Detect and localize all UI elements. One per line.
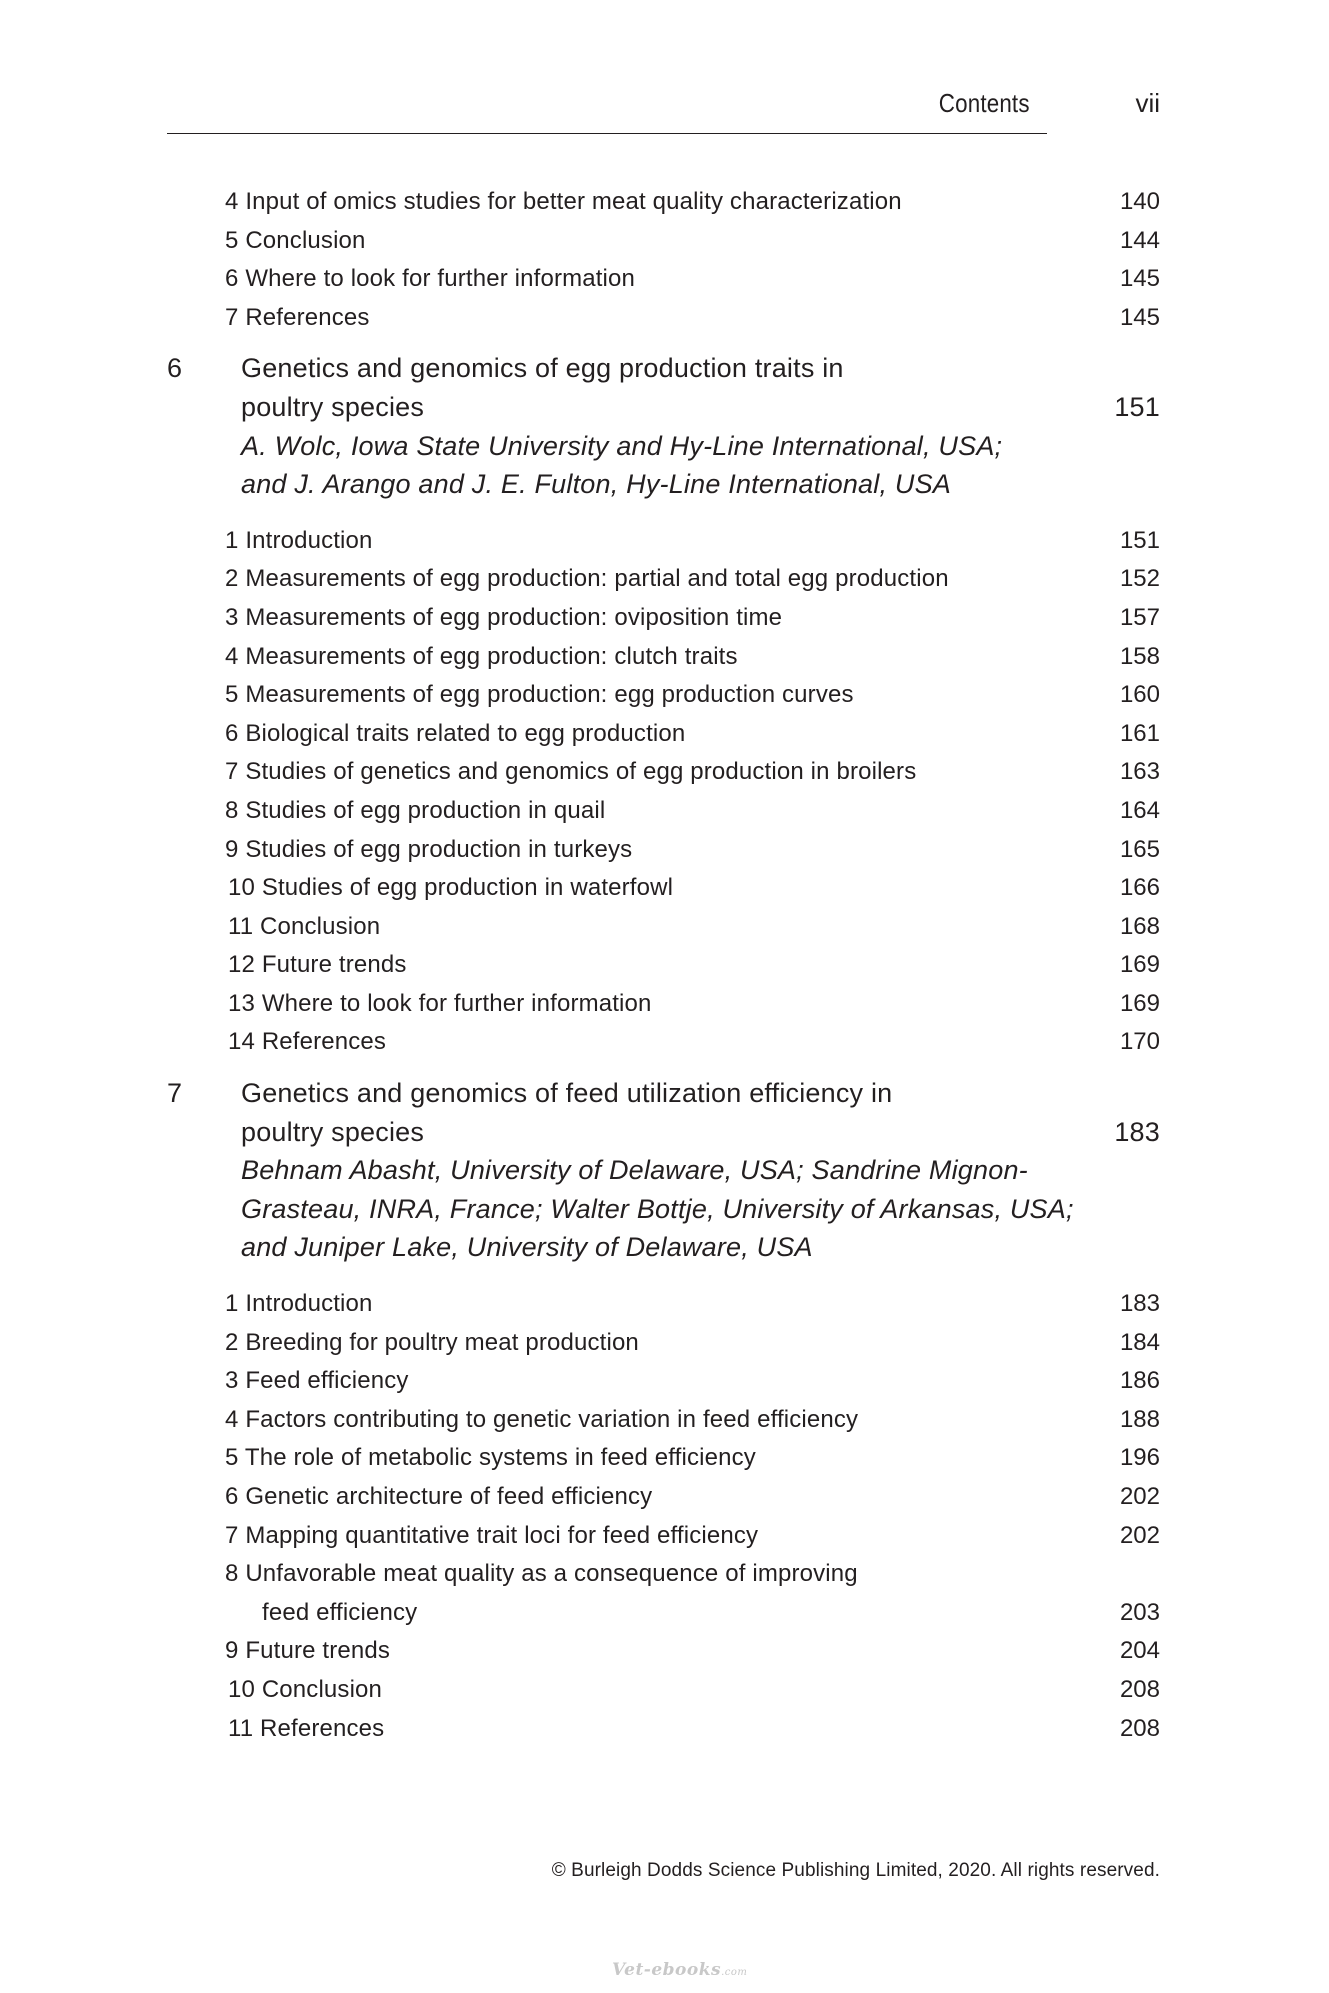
watermark-suffix: .com <box>721 1967 748 1978</box>
toc-entry-page: 152 <box>1119 565 1160 593</box>
chapter-title-line-1: Genetics and genomics of feed utilization efficiency in <box>241 1078 893 1109</box>
toc-entry <box>167 1517 1160 1556</box>
toc-entry-page: 163 <box>1119 758 1160 786</box>
toc-entry-page: 204 <box>1119 1637 1160 1665</box>
toc-entry-title: 4 Factors contributing to genetic variation in feed efficiency <box>225 1405 859 1433</box>
toc-entry <box>167 1478 1160 1517</box>
watermark-logo <box>612 1960 747 1980</box>
toc-entry <box>167 522 1160 561</box>
toc-entry-page: 151 <box>1119 526 1160 554</box>
toc-entry-title: 11 Conclusion <box>228 912 381 940</box>
chapter-number: 6 <box>167 353 183 384</box>
toc-entry <box>167 1671 1160 1710</box>
toc-entry <box>167 715 1160 754</box>
copyright-notice: © Burleigh Dodds Science Publishing Limited, 2020. All rights reserved. <box>551 1860 1160 1881</box>
chapter-authors-line: Grasteau, INRA, France; Walter Bottje, University of Arkansas, USA; <box>241 1193 1074 1224</box>
running-header-title: Contents <box>939 88 1030 118</box>
intro-entries <box>167 183 1160 337</box>
toc-entry <box>167 1594 1160 1633</box>
chapter-title-line-2 <box>167 388 1160 427</box>
toc-entry <box>167 946 1160 985</box>
toc-entry-title: 13 Where to look for further information <box>228 989 652 1017</box>
toc-entry <box>167 792 1160 831</box>
toc-entry-page: 208 <box>1119 1675 1160 1703</box>
toc-entry <box>167 260 1160 299</box>
toc-entry-page: 157 <box>1119 603 1160 631</box>
toc-entry-title: 5 The role of metabolic systems in feed efficiency <box>225 1444 756 1472</box>
toc-entry-page: 169 <box>1119 989 1160 1017</box>
toc-entry-page: 160 <box>1119 681 1160 709</box>
toc-entry-page: 170 <box>1119 1028 1160 1056</box>
toc-entry-page: 208 <box>1119 1714 1160 1742</box>
chapter-authors-line: and J. Arango and J. E. Fulton, Hy-Line International, USA <box>241 469 951 500</box>
toc-entry-title: 1 Introduction <box>225 526 373 554</box>
toc-entry-page: 202 <box>1119 1521 1160 1549</box>
toc-entry-title: 7 Mapping quantitative trait loci for feed efficiency <box>225 1521 759 1549</box>
toc-entry <box>167 560 1160 599</box>
toc-entry <box>167 908 1160 947</box>
toc-entry-title: 14 References <box>228 1028 387 1056</box>
toc-entry <box>167 638 1160 677</box>
chapter-block <box>167 1074 1160 1748</box>
chapter-title-text: poultry species <box>241 1116 425 1147</box>
toc-entry <box>167 1285 1160 1324</box>
chapter-authors-line: and Juniper Lake, University of Delaware, USA <box>241 1232 813 1263</box>
toc-entry <box>167 599 1160 638</box>
toc-entry-title: 2 Breeding for poultry meat production <box>225 1328 639 1356</box>
toc-entry-page: 140 <box>1119 188 1160 215</box>
running-header-page-number: vii <box>1135 88 1160 118</box>
toc-entry-page: 186 <box>1119 1367 1160 1395</box>
toc-entry <box>167 1632 1160 1671</box>
toc-entry-title: feed efficiency <box>262 1598 418 1626</box>
toc-entry-page: 169 <box>1119 951 1160 979</box>
toc-entry <box>167 183 1160 222</box>
toc-entry-page: 168 <box>1119 912 1160 940</box>
table-of-contents <box>167 183 1160 1748</box>
toc-entry-page: 183 <box>1119 1290 1160 1318</box>
toc-entry-title: 3 Measurements of egg production: oviposition time <box>225 603 783 631</box>
toc-entry <box>167 831 1160 870</box>
toc-entry-page: 203 <box>1119 1598 1160 1626</box>
toc-entry-page: 202 <box>1119 1483 1160 1510</box>
toc-entry-page: 164 <box>1119 796 1160 824</box>
toc-entry <box>167 1710 1160 1749</box>
chapter-authors-line: Behnam Abasht, University of Delaware, USA; Sandrine Mignon- <box>241 1155 1028 1186</box>
toc-entry-title: 7 Studies of genetics and genomics of egg production in broilers <box>225 758 917 786</box>
toc-entry-title: 1 Introduction <box>225 1290 373 1318</box>
toc-entry <box>167 753 1160 792</box>
toc-entry <box>167 985 1160 1024</box>
chapter-page: 151 <box>1114 391 1160 422</box>
toc-entry-title: 8 Unfavorable meat quality as a consequence of improving <box>225 1560 858 1588</box>
toc-entry-page: 165 <box>1119 835 1160 863</box>
toc-entry-page: 158 <box>1119 642 1160 670</box>
toc-entry-title: 5 Conclusion <box>225 226 366 254</box>
toc-entry <box>167 869 1160 908</box>
toc-entry-title: 12 Future trends <box>228 951 407 979</box>
chapter-list <box>167 349 1160 1748</box>
toc-entry <box>167 299 1160 338</box>
chapter-page: 183 <box>1114 1116 1160 1147</box>
chapter-authors-line: A. Wolc, Iowa State University and Hy-Line International, USA; <box>241 430 1003 461</box>
toc-entry-page: 184 <box>1119 1328 1160 1356</box>
toc-entry <box>167 1439 1160 1478</box>
toc-entry-title: 4 Measurements of egg production: clutch traits <box>225 642 738 670</box>
toc-entry-title: 6 Biological traits related to egg production <box>225 719 686 747</box>
chapter-title-line-2 <box>167 1113 1160 1152</box>
toc-entry-title: 2 Measurements of egg production: partial and total egg production <box>225 565 949 593</box>
toc-entry <box>167 1324 1160 1363</box>
toc-entry-title: 6 Where to look for further information <box>225 265 636 293</box>
toc-entry-title: 6 Genetic architecture of feed efficiency <box>225 1483 653 1510</box>
toc-entry-title: 3 Feed efficiency <box>225 1367 409 1395</box>
toc-entry-title: 9 Studies of egg production in turkeys <box>225 835 633 863</box>
toc-entry-title: 8 Studies of egg production in quail <box>225 796 606 824</box>
toc-entry-page: 145 <box>1119 265 1160 293</box>
toc-entry-page: 161 <box>1119 719 1160 747</box>
toc-entry-title: 9 Future trends <box>225 1637 390 1665</box>
chapter-title-text: poultry species <box>241 391 425 422</box>
toc-entry-title: 11 References <box>228 1714 385 1742</box>
toc-entry-page: 144 <box>1119 226 1160 254</box>
toc-entry-title: 10 Studies of egg production in waterfowl <box>228 874 674 902</box>
toc-entry-page: 166 <box>1119 874 1160 902</box>
chapter-number: 7 <box>167 1078 183 1109</box>
toc-entry-page: 145 <box>1119 303 1160 331</box>
header-rule <box>167 133 1047 134</box>
toc-entry <box>167 1362 1160 1401</box>
toc-entry <box>167 1401 1160 1440</box>
toc-entry <box>167 1023 1160 1062</box>
chapter-title-line-1: Genetics and genomics of egg production traits in <box>241 353 844 384</box>
toc-entry-title: 4 Input of omics studies for better meat quality characterization <box>225 188 902 215</box>
toc-entry-title: 7 References <box>225 303 370 331</box>
toc-entry <box>167 222 1160 261</box>
chapter-block <box>167 349 1160 1062</box>
watermark-text: Vet-ebooks <box>612 1960 722 1980</box>
running-header <box>167 88 1160 136</box>
toc-entry-title: 5 Measurements of egg production: egg production curves <box>225 681 854 709</box>
toc-entry <box>167 676 1160 715</box>
toc-entry-page: 188 <box>1119 1405 1160 1433</box>
toc-entry-page: 196 <box>1119 1444 1160 1472</box>
toc-entry-title: 10 Conclusion <box>228 1675 383 1703</box>
toc-entry <box>167 1555 1160 1594</box>
